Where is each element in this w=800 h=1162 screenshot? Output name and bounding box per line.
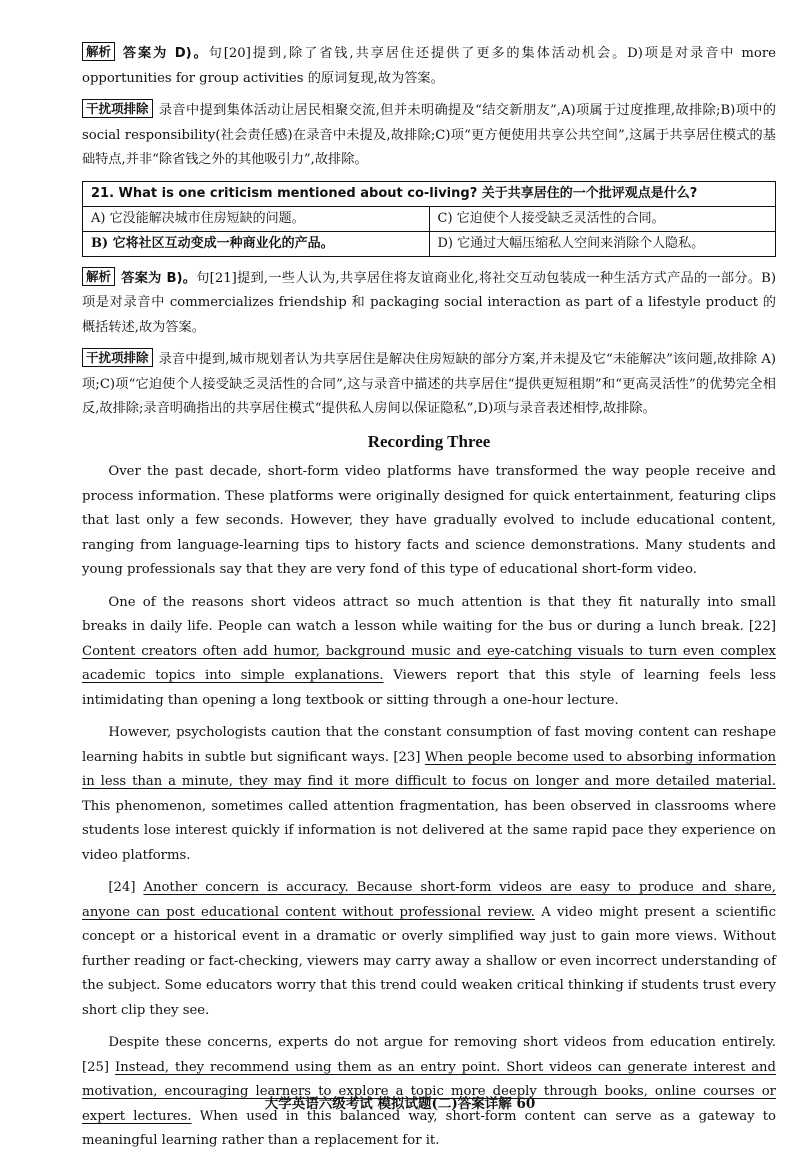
distractor-21-text: 录音中提到,城市规划者认为共享居住是解决住房短缺的部分方案,并未提及它“未能解决”该问题,故排除 A)项;C)项“它迫使个人接受缺乏灵活性的合同”,这与录音中描述的共享居住“提供更短租期”和“更高灵活性”的优势完全相反,故排除;录音明确指出的共享居住模式“提供私人房间以保证隐私”,D)项与录音表述相悖,故排除。 — [82, 352, 776, 416]
option-b: B) 它将社区互动变成一种商业化的产品。 — [83, 231, 430, 256]
underlined-sentence-22: Content creators often add humor, background music and eye-catching visuals to turn even complex academic topics into simple explanations. — [82, 643, 776, 683]
paragraph-text: A video might present a scientific concept or a historical event in a dramatic or overly simplified way just to gain more views. Without further reading or fact-checking, viewers may carry away a shallow or even incorrect understanding of the subject. Some educators worry that this trend could weaken critical thinking if students trust every short clip they see. — [82, 904, 776, 1018]
distractor-20-text: 录音中提到集体活动让居民相聚交流,但并未明确提及“结交新朋友”,A)项属于过度推理,故排除;B)项中的 social responsibility(社会责任感)在录音中未提及,故排除;C)项“更方便使用共享公共空间”,这属于共享居住模式的基础特点,并非“除省钱之外的其他吸引力”,故排除。 — [82, 103, 776, 167]
question-21-table — [82, 181, 776, 257]
question-21: 21. What is one criticism mentioned about co-living? 关于共享居住的一个批评观点是什么? — [83, 181, 776, 206]
distractor-tag: 干扰项排除 — [82, 348, 153, 367]
recording-paragraph-2 — [82, 591, 776, 714]
analysis-tag: 解析 — [82, 267, 115, 286]
page-content — [82, 42, 776, 1162]
recording-paragraph-4 — [82, 876, 776, 1023]
paragraph-text: This phenomenon, sometimes called attention fragmentation, has been observed in classrooms where students lose interest quickly if information is not delivered at the same rapid pace they experience on video platforms. — [82, 798, 776, 863]
explanation-20 — [82, 42, 776, 91]
underlined-sentence-24: Another concern is accuracy. Because short-form videos are easy to produce and share, anyone can post educational content without professional review. — [82, 880, 776, 920]
distractor-tag: 干扰项排除 — [82, 99, 153, 118]
underlined-sentence-23: When people become used to absorbing information in less than a minute, they may find it more difficult to focus on longer and more detailed material. — [82, 749, 777, 789]
explanation-20-text: 句[20]提到,除了省钱,共享居住还提供了更多的集体活动机会。D)项是对录音中 more opportunities for group activities 的原词复现,故为答案。 — [82, 46, 776, 86]
option-a: A) 它没能解决城市住房短缺的问题。 — [83, 206, 430, 231]
section-heading: Recording Three — [367, 431, 491, 451]
distractor-21 — [82, 348, 776, 422]
paragraph-text: Despite these concerns, experts do not argue for removing short videos from education entirely. [25] — [82, 1035, 776, 1075]
page-footer: 大学英语六级考试 模拟试题(二)答案详解 60 — [264, 1096, 536, 1112]
option-c: C) 它迫使个人接受缺乏灵活性的合同。 — [429, 206, 776, 231]
recording-paragraph-1: Over the past decade, short-form video platforms have transformed the way people receive and process information. These platforms were originally designed for quick entertainment, featuring clips that last only a few seconds. However, they have gradually evolved to include educational content, ranging from language-learning tips to history facts and science demonstrations. Many students and young professionals say that they are very fond of this type of educational short-form video. — [82, 464, 776, 577]
analysis-tag: 解析 — [82, 42, 115, 61]
underlined-sentence-25: Instead, they recommend using them as an entry point. Short videos can generate interest and motivation, encouraging learners to explore a topic more deeply through books, online courses or expert lectures. — [82, 1059, 776, 1124]
paragraph-text: One of the reasons short videos attract so much attention is that they fit naturally into small breaks in daily life. People can watch a lesson while waiting for the bus or during a lunch break. [22] — [82, 594, 776, 634]
paragraph-text: Viewers report that this style of learning feels less intimidating than opening a long textbook or sitting through a one-hour lecture. — [82, 668, 776, 708]
explanation-21 — [82, 267, 776, 341]
option-d: D) 它通过大幅压缩私人空间来消除个人隐私。 — [429, 231, 776, 256]
recording-paragraph-3 — [82, 721, 776, 868]
distractor-20 — [82, 99, 776, 173]
answer-21: 答案为 B)。 — [121, 270, 197, 286]
paragraph-text: When used in this balanced way, short-form content can serve as a gateway to meaningful learning rather than a replacement for it. — [82, 1108, 776, 1148]
explanation-21-text: 句[21]提到,一些人认为,共享居住将友谊商业化,将社交互动包装成一种生活方式产品的一部分。B)项是对录音中 commercializes friendship 和 packaging social interaction as part of a lifestyle product 的概括转述,故为答案。 — [82, 270, 777, 335]
answer-20: 答案为 D)。 — [121, 46, 209, 61]
paragraph-text: However, psychologists caution that the constant consumption of fast moving content can reshape learning habits in subtle but significant ways. [23] — [82, 725, 776, 765]
paragraph-text: [24] — [108, 880, 144, 895]
